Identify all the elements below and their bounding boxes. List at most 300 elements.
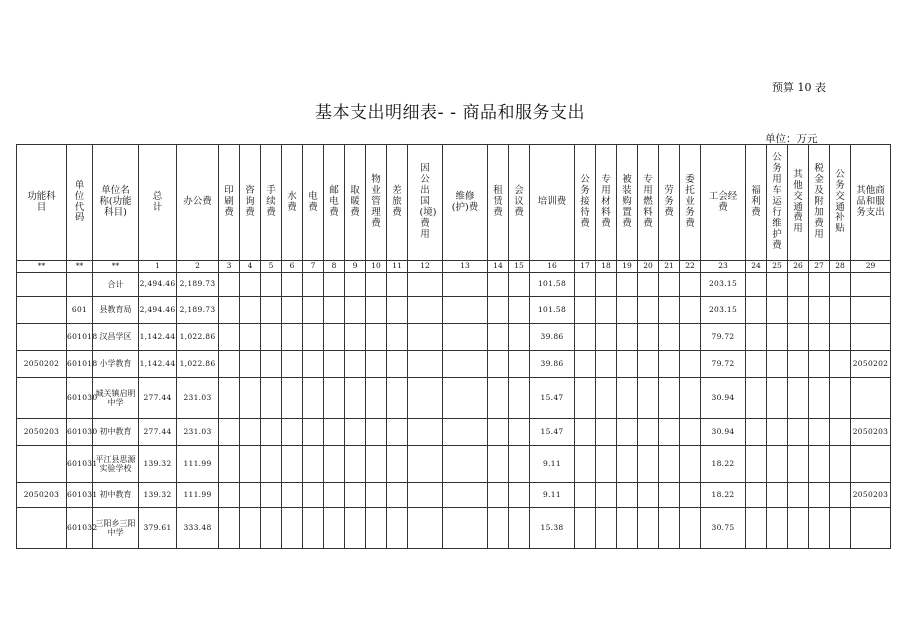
cell-union: 18.22: [701, 483, 746, 508]
column-index-cell: 2: [177, 261, 219, 273]
empty-cell: [324, 273, 345, 297]
empty-cell: [261, 419, 282, 446]
empty-cell: [830, 273, 851, 297]
empty-cell: [488, 483, 509, 508]
empty-cell: [261, 324, 282, 351]
cell-union: 203.15: [701, 297, 746, 324]
cell-name: 合计: [93, 273, 139, 297]
cell-other: [851, 378, 891, 419]
table-body: [17, 273, 891, 549]
column-index-cell: 5: [261, 261, 282, 273]
cell-name: 汉昌学区: [93, 324, 139, 351]
empty-cell: [638, 324, 659, 351]
column-header: 维修(护)费: [443, 145, 488, 261]
empty-cell: [509, 324, 530, 351]
column-header: 委托业务费: [680, 145, 701, 261]
empty-cell: [509, 483, 530, 508]
empty-cell: [240, 351, 261, 378]
cell-office: 2,189.73: [177, 297, 219, 324]
column-index-row: [17, 261, 891, 273]
empty-cell: [488, 508, 509, 549]
empty-cell: [638, 297, 659, 324]
column-header: 租赁费: [488, 145, 509, 261]
empty-cell: [366, 419, 387, 446]
empty-cell: [680, 378, 701, 419]
column-header: 邮电费: [324, 145, 345, 261]
cell-other: [851, 324, 891, 351]
empty-cell: [240, 446, 261, 483]
empty-cell: [659, 297, 680, 324]
empty-cell: [387, 419, 408, 446]
empty-cell: [219, 483, 240, 508]
empty-cell: [408, 419, 443, 446]
empty-cell: [746, 273, 767, 297]
column-header: 印刷费: [219, 145, 240, 261]
empty-cell: [219, 508, 240, 549]
cell-office: 333.48: [177, 508, 219, 549]
empty-cell: [443, 446, 488, 483]
cell-office: 1,022.86: [177, 351, 219, 378]
empty-cell: [408, 297, 443, 324]
cell-other: [851, 297, 891, 324]
empty-cell: [387, 324, 408, 351]
column-index-cell: 23: [701, 261, 746, 273]
empty-cell: [324, 297, 345, 324]
empty-cell: [345, 273, 366, 297]
empty-cell: [617, 324, 638, 351]
cell-func: [17, 324, 67, 351]
empty-cell: [219, 419, 240, 446]
empty-cell: [788, 483, 809, 508]
column-index-cell: 22: [680, 261, 701, 273]
empty-cell: [575, 273, 596, 297]
column-index-cell: 17: [575, 261, 596, 273]
empty-cell: [261, 273, 282, 297]
cell-union: 30.75: [701, 508, 746, 549]
empty-cell: [408, 351, 443, 378]
empty-cell: [282, 446, 303, 483]
column-header: 税金及附加费用: [809, 145, 830, 261]
empty-cell: [659, 419, 680, 446]
empty-cell: [303, 351, 324, 378]
empty-cell: [830, 351, 851, 378]
empty-cell: [680, 351, 701, 378]
cell-total: 1,142.44: [139, 351, 177, 378]
empty-cell: [366, 378, 387, 419]
empty-cell: [575, 297, 596, 324]
empty-cell: [509, 446, 530, 483]
empty-cell: [659, 324, 680, 351]
empty-cell: [488, 446, 509, 483]
empty-cell: [767, 324, 788, 351]
cell-code: 601031: [67, 446, 93, 483]
column-index-cell: 10: [366, 261, 387, 273]
empty-cell: [324, 508, 345, 549]
cell-office: 111.99: [177, 483, 219, 508]
column-header: 劳务费: [659, 145, 680, 261]
empty-cell: [324, 324, 345, 351]
empty-cell: [443, 419, 488, 446]
column-header: 总计: [139, 145, 177, 261]
empty-cell: [509, 378, 530, 419]
empty-cell: [680, 297, 701, 324]
column-header: 咨询费: [240, 145, 261, 261]
unit-label: 单位：万元: [765, 133, 818, 145]
column-header: 其他交通费用: [788, 145, 809, 261]
cell-name: 三阳乡三阳中学: [93, 508, 139, 549]
empty-cell: [303, 419, 324, 446]
empty-cell: [261, 446, 282, 483]
empty-cell: [575, 378, 596, 419]
cell-total: 2,494.46: [139, 273, 177, 297]
empty-cell: [509, 273, 530, 297]
empty-cell: [240, 483, 261, 508]
column-index-cell: 1: [139, 261, 177, 273]
empty-cell: [809, 446, 830, 483]
empty-cell: [596, 419, 617, 446]
empty-cell: [366, 273, 387, 297]
cell-code: [67, 273, 93, 297]
empty-cell: [324, 378, 345, 419]
column-header: 单位代码: [67, 145, 93, 261]
column-index-cell: 29: [851, 261, 891, 273]
cell-union: 18.22: [701, 446, 746, 483]
column-header: 专用燃料费: [638, 145, 659, 261]
cell-name: 平江县思源实验学校: [93, 446, 139, 483]
column-header: 单位名称(功能科目): [93, 145, 139, 261]
table-row: [17, 351, 891, 378]
empty-cell: [303, 324, 324, 351]
empty-cell: [345, 378, 366, 419]
empty-cell: [240, 297, 261, 324]
column-header: 福利费: [746, 145, 767, 261]
cell-total: 139.32: [139, 446, 177, 483]
empty-cell: [387, 273, 408, 297]
empty-cell: [596, 324, 617, 351]
column-index-cell: 11: [387, 261, 408, 273]
cell-union: 79.72: [701, 324, 746, 351]
column-header: 会议费: [509, 145, 530, 261]
empty-cell: [809, 351, 830, 378]
empty-cell: [366, 508, 387, 549]
column-header: 被装购置费: [617, 145, 638, 261]
cell-training: 15.38: [530, 508, 575, 549]
empty-cell: [575, 483, 596, 508]
cell-name: 县教育局: [93, 297, 139, 324]
empty-cell: [488, 378, 509, 419]
column-index-cell: 18: [596, 261, 617, 273]
empty-cell: [659, 351, 680, 378]
column-index-cell: 7: [303, 261, 324, 273]
cell-total: 277.44: [139, 378, 177, 419]
empty-cell: [575, 324, 596, 351]
empty-cell: [443, 297, 488, 324]
cell-office: 1,022.86: [177, 324, 219, 351]
empty-cell: [659, 378, 680, 419]
empty-cell: [746, 297, 767, 324]
empty-cell: [366, 297, 387, 324]
empty-cell: [219, 297, 240, 324]
empty-cell: [596, 297, 617, 324]
empty-cell: [809, 378, 830, 419]
empty-cell: [303, 378, 324, 419]
empty-cell: [443, 508, 488, 549]
page-label: 预算 10 表: [772, 81, 826, 94]
empty-cell: [617, 419, 638, 446]
empty-cell: [443, 273, 488, 297]
table-row: [17, 508, 891, 549]
empty-cell: [240, 378, 261, 419]
empty-cell: [596, 351, 617, 378]
empty-cell: [366, 483, 387, 508]
empty-cell: [303, 297, 324, 324]
cell-other: 2050202: [851, 351, 891, 378]
empty-cell: [261, 351, 282, 378]
empty-cell: [324, 446, 345, 483]
empty-cell: [443, 324, 488, 351]
cell-training: 101.58: [530, 297, 575, 324]
cell-code: 601: [67, 297, 93, 324]
column-header: 水费: [282, 145, 303, 261]
empty-cell: [408, 324, 443, 351]
empty-cell: [282, 378, 303, 419]
empty-cell: [809, 508, 830, 549]
empty-cell: [509, 419, 530, 446]
empty-cell: [387, 483, 408, 508]
empty-cell: [282, 508, 303, 549]
empty-cell: [809, 324, 830, 351]
empty-cell: [219, 351, 240, 378]
cell-code: 601030: [67, 378, 93, 419]
column-header: 培训费: [530, 145, 575, 261]
empty-cell: [617, 297, 638, 324]
empty-cell: [767, 378, 788, 419]
cell-total: 2,494.46: [139, 297, 177, 324]
empty-cell: [788, 508, 809, 549]
empty-cell: [509, 508, 530, 549]
empty-cell: [746, 378, 767, 419]
empty-cell: [408, 273, 443, 297]
cell-union: 79.72: [701, 351, 746, 378]
empty-cell: [617, 508, 638, 549]
empty-cell: [387, 508, 408, 549]
cell-total: 379.61: [139, 508, 177, 549]
empty-cell: [746, 508, 767, 549]
column-header: 功能科目: [17, 145, 67, 261]
cell-office: 231.03: [177, 419, 219, 446]
empty-cell: [282, 297, 303, 324]
column-header: 专用材料费: [596, 145, 617, 261]
empty-cell: [408, 508, 443, 549]
column-header: 电费: [303, 145, 324, 261]
empty-cell: [387, 446, 408, 483]
empty-cell: [387, 297, 408, 324]
column-index-cell: 25: [767, 261, 788, 273]
empty-cell: [240, 508, 261, 549]
empty-cell: [261, 297, 282, 324]
column-index-cell: 20: [638, 261, 659, 273]
empty-cell: [596, 446, 617, 483]
table-row: [17, 419, 891, 446]
cell-union: 30.94: [701, 419, 746, 446]
cell-other: 2050203: [851, 419, 891, 446]
empty-cell: [746, 419, 767, 446]
column-index-cell: 6: [282, 261, 303, 273]
cell-func: [17, 297, 67, 324]
empty-cell: [680, 324, 701, 351]
cell-other: 2050203: [851, 483, 891, 508]
empty-cell: [345, 297, 366, 324]
empty-cell: [240, 419, 261, 446]
column-index-cell: 19: [617, 261, 638, 273]
cell-total: 139.32: [139, 483, 177, 508]
empty-cell: [219, 273, 240, 297]
column-header: 公务接待费: [575, 145, 596, 261]
empty-cell: [617, 273, 638, 297]
empty-cell: [443, 378, 488, 419]
empty-cell: [509, 297, 530, 324]
empty-cell: [659, 483, 680, 508]
empty-cell: [809, 297, 830, 324]
empty-cell: [617, 483, 638, 508]
empty-cell: [767, 446, 788, 483]
empty-cell: [282, 483, 303, 508]
empty-cell: [345, 419, 366, 446]
empty-cell: [680, 483, 701, 508]
cell-office: 2,189.73: [177, 273, 219, 297]
column-header: 物业管理费: [366, 145, 387, 261]
empty-cell: [788, 378, 809, 419]
empty-cell: [345, 351, 366, 378]
cell-func: [17, 273, 67, 297]
empty-cell: [596, 378, 617, 419]
empty-cell: [596, 483, 617, 508]
column-index-cell: 9: [345, 261, 366, 273]
empty-cell: [638, 508, 659, 549]
cell-name: 初中教育: [93, 419, 139, 446]
empty-cell: [746, 324, 767, 351]
cell-office: 111.99: [177, 446, 219, 483]
cell-training: 15.47: [530, 419, 575, 446]
empty-cell: [324, 483, 345, 508]
cell-name: 小学教育: [93, 351, 139, 378]
empty-cell: [767, 483, 788, 508]
column-index-cell: 24: [746, 261, 767, 273]
column-header: 公务用车运行维护费: [767, 145, 788, 261]
column-header: 公务交通补贴: [830, 145, 851, 261]
cell-training: 39.86: [530, 351, 575, 378]
column-header: 取暖费: [345, 145, 366, 261]
cell-code: 601018: [67, 351, 93, 378]
column-index-cell: 14: [488, 261, 509, 273]
cell-func: [17, 378, 67, 419]
table-row: [17, 378, 891, 419]
empty-cell: [830, 508, 851, 549]
empty-cell: [830, 378, 851, 419]
cell-name: 初中教育: [93, 483, 139, 508]
empty-cell: [617, 378, 638, 419]
empty-cell: [366, 446, 387, 483]
empty-cell: [488, 297, 509, 324]
cell-office: 231.03: [177, 378, 219, 419]
column-index-cell: 27: [809, 261, 830, 273]
empty-cell: [680, 446, 701, 483]
empty-cell: [219, 378, 240, 419]
cell-code: 601030: [67, 419, 93, 446]
cell-func: [17, 446, 67, 483]
empty-cell: [282, 419, 303, 446]
empty-cell: [830, 297, 851, 324]
empty-cell: [659, 446, 680, 483]
empty-cell: [680, 419, 701, 446]
empty-cell: [282, 324, 303, 351]
empty-cell: [659, 508, 680, 549]
column-index-cell: 21: [659, 261, 680, 273]
empty-cell: [596, 508, 617, 549]
cell-code: 601018: [67, 324, 93, 351]
cell-union: 30.94: [701, 378, 746, 419]
cell-name: 城关镇启明中学: [93, 378, 139, 419]
empty-cell: [638, 273, 659, 297]
empty-cell: [767, 419, 788, 446]
empty-cell: [788, 351, 809, 378]
empty-cell: [240, 324, 261, 351]
empty-cell: [767, 297, 788, 324]
empty-cell: [830, 446, 851, 483]
column-index-cell: **: [93, 261, 139, 273]
empty-cell: [387, 378, 408, 419]
empty-cell: [443, 351, 488, 378]
empty-cell: [303, 446, 324, 483]
empty-cell: [408, 483, 443, 508]
column-header: 手续费: [261, 145, 282, 261]
cell-other: [851, 508, 891, 549]
cell-training: 39.86: [530, 324, 575, 351]
empty-cell: [809, 273, 830, 297]
empty-cell: [659, 273, 680, 297]
table-row: [17, 483, 891, 508]
table-row: [17, 324, 891, 351]
column-header: 其他商品和服务支出: [851, 145, 891, 261]
cell-training: 9.11: [530, 483, 575, 508]
column-index-cell: 12: [408, 261, 443, 273]
empty-cell: [575, 508, 596, 549]
empty-cell: [488, 419, 509, 446]
empty-cell: [219, 324, 240, 351]
column-index-cell: 8: [324, 261, 345, 273]
empty-cell: [324, 419, 345, 446]
empty-cell: [830, 483, 851, 508]
empty-cell: [282, 273, 303, 297]
cell-total: 1,142.44: [139, 324, 177, 351]
empty-cell: [345, 324, 366, 351]
empty-cell: [788, 324, 809, 351]
column-index-cell: **: [17, 261, 67, 273]
column-index-cell: 3: [219, 261, 240, 273]
column-header: 因公出国(境)费用: [408, 145, 443, 261]
column-index-cell: 16: [530, 261, 575, 273]
expenditure-table: [16, 144, 891, 549]
column-index-cell: 26: [788, 261, 809, 273]
cell-func: 2050203: [17, 483, 67, 508]
column-index-cell: **: [67, 261, 93, 273]
empty-cell: [509, 351, 530, 378]
empty-cell: [282, 351, 303, 378]
empty-cell: [809, 483, 830, 508]
empty-cell: [575, 446, 596, 483]
column-header: 差旅费: [387, 145, 408, 261]
column-index-cell: 28: [830, 261, 851, 273]
